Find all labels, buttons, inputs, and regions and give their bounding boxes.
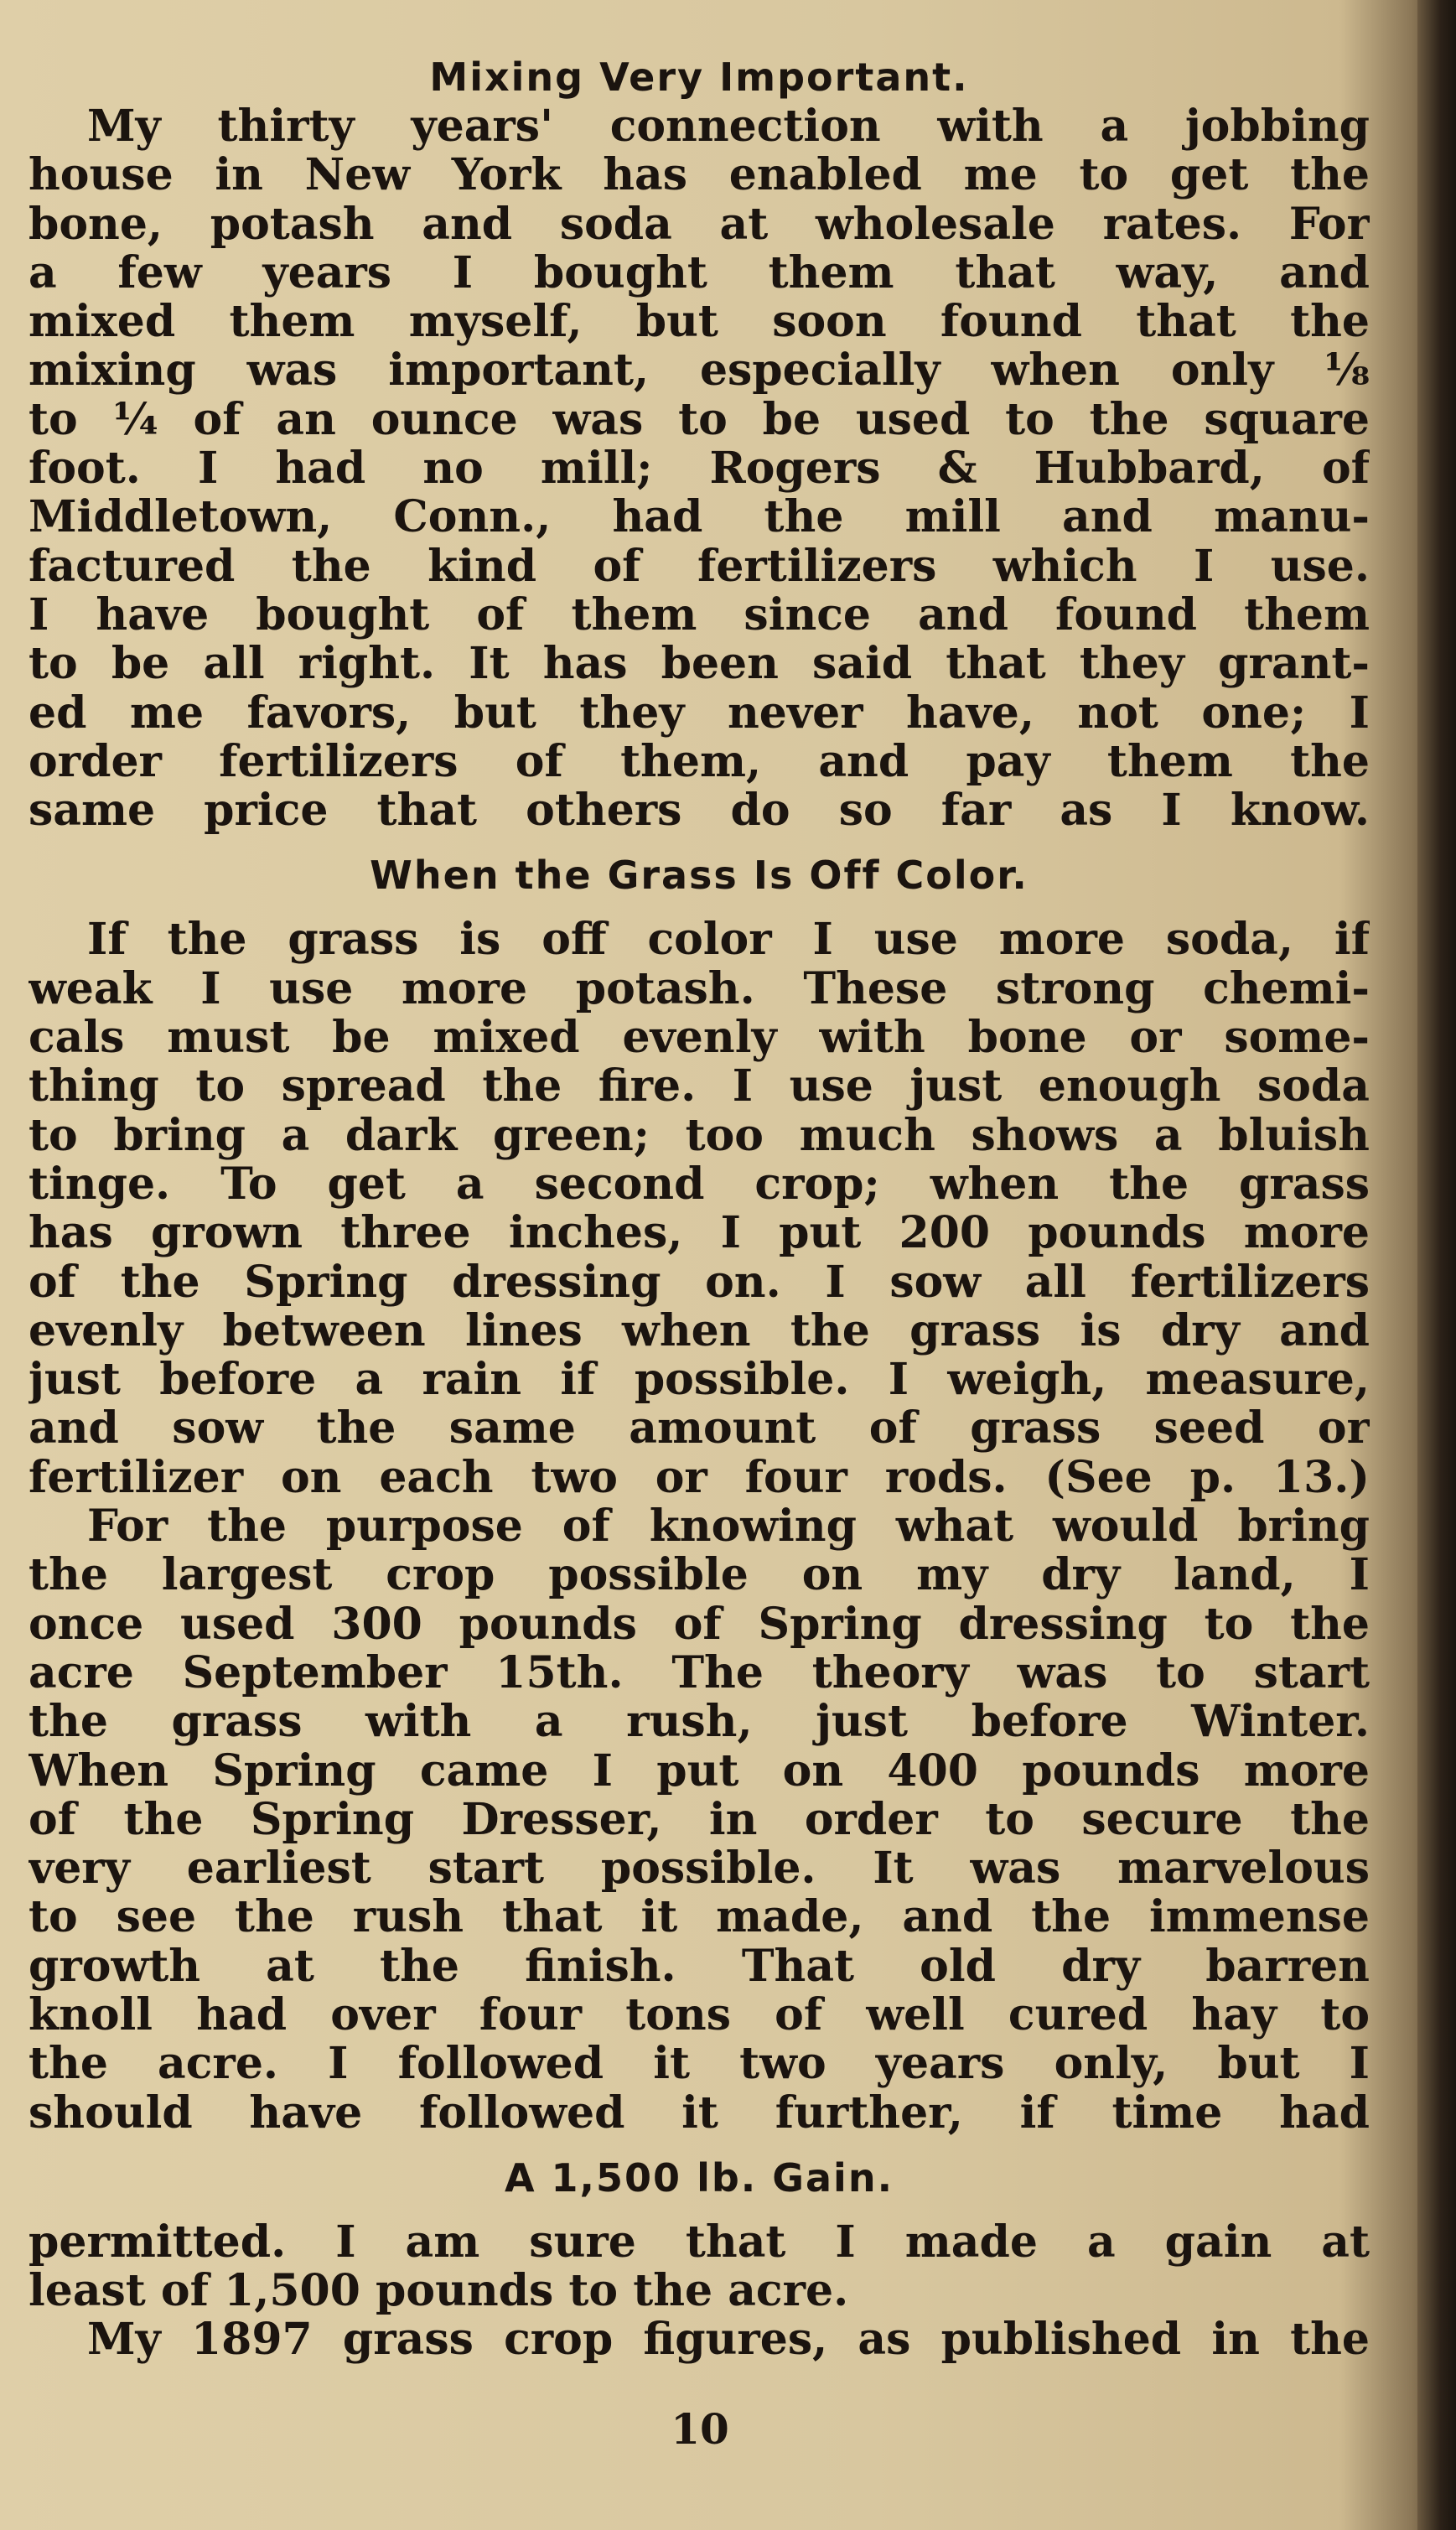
text-line: weak I use more potash. These strong chemi- (28, 964, 1370, 1014)
text-line: least of 1,500 pounds to the acre. (28, 2267, 849, 2316)
text-line: If the grass is off color I use more soda, if (87, 915, 1370, 965)
text-line: bone, potash and soda at wholesale rates. For (28, 200, 1370, 249)
text-line: My 1897 grass crop figures, as published in the (87, 2315, 1370, 2365)
text-line: the acre. I followed it two years only, but I (28, 2040, 1370, 2089)
text-line: ed me favors, but they never have, not one; I (28, 688, 1370, 738)
text-line: fertilizer on each two or four rods. (See p. 13.) (28, 1453, 1370, 1503)
text-line: growth at the finish. That old dry barren (28, 1942, 1370, 1991)
text-line: a few years I bought them that way, and (28, 248, 1370, 298)
text-line: very earliest start possible. It was marvelous (28, 1844, 1370, 1894)
text-line: of the Spring dressing on. I sow all fertilizers (28, 1257, 1370, 1307)
paragraph-off-color (28, 915, 1370, 1502)
text-line: has grown three inches, I put 200 pounds more (28, 1209, 1370, 1258)
paragraph-dry-land (28, 1502, 1370, 2138)
text-line: to bring a dark green; too much shows a bluish (28, 1111, 1370, 1160)
text-line: order fertilizers of them, and pay them the (28, 737, 1370, 787)
text-line: of the Spring Dresser, in order to secure the (28, 1795, 1370, 1845)
text-line: acre September 15th. The theory was to start (28, 1648, 1370, 1698)
page-number: 10 (671, 2404, 729, 2454)
text-line: mixed them myself, but soon found that the (28, 298, 1370, 347)
text-line: foot. I had no mill; Rogers & Hubbard, of (28, 444, 1370, 494)
paragraph-mixing (28, 102, 1370, 835)
text-line: to see the rush that it made, and the immense (28, 1893, 1370, 1942)
text-line: cals must be mixed evenly with bone or some- (28, 1014, 1370, 1063)
text-line: When Spring came I put on 400 pounds more (28, 1746, 1370, 1796)
text-line: thing to spread the fire. I use just enough soda (28, 1062, 1370, 1112)
text-line: and sow the same amount of grass seed or (28, 1404, 1370, 1454)
text-line: the grass with a rush, just before Winter. (28, 1698, 1370, 1747)
text-line: just before a rain if possible. I weigh, measure, (28, 1356, 1370, 1405)
text-line: permitted. I am sure that I made a gain at (28, 2217, 1370, 2268)
text-line: once used 300 pounds of Spring dressing to the (28, 1599, 1370, 1649)
heading-1500-lb-gain: A 1,500 lb. Gain. (504, 2154, 894, 2201)
text-line: evenly between lines when the grass is dry and (28, 1306, 1370, 1356)
text-line: the largest crop possible on my dry land, I (28, 1551, 1370, 1600)
text-line: mixing was important, especially when only ⅛ (28, 346, 1370, 396)
text-line: knoll had over four tons of well cured hay to (28, 1990, 1370, 2040)
paragraph-gain (28, 2218, 1370, 2365)
text-line: My thirty years' connection with a jobbing (87, 102, 1370, 152)
text-line: should have followed it further, if time had (28, 2088, 1370, 2138)
book-spine-shadow (1417, 0, 1456, 2530)
text-line: to be all right. It has been said that they grant- (28, 640, 1370, 689)
text-line: I have bought of them since and found them (28, 590, 1370, 640)
text-line: to ¼ of an ounce was to be used to the square (28, 395, 1370, 445)
text-line: Middletown, Conn., had the mill and manu- (28, 493, 1370, 542)
heading-mixing-very-important: Mixing Very Important. (429, 54, 969, 100)
text-line: tinge. To get a second crop; when the grass (28, 1159, 1370, 1210)
heading-grass-off-color: When the Grass Is Off Color. (370, 853, 1029, 899)
text-line: For the purpose of knowing what would bring (87, 1502, 1370, 1552)
text-line: same price that others do so far as I know. (28, 786, 1370, 836)
page-text-column (28, 52, 1370, 2365)
text-line: house in New York has enabled me to get the (28, 151, 1370, 200)
text-line: factured the kind of fertilizers which I use. (28, 542, 1370, 591)
